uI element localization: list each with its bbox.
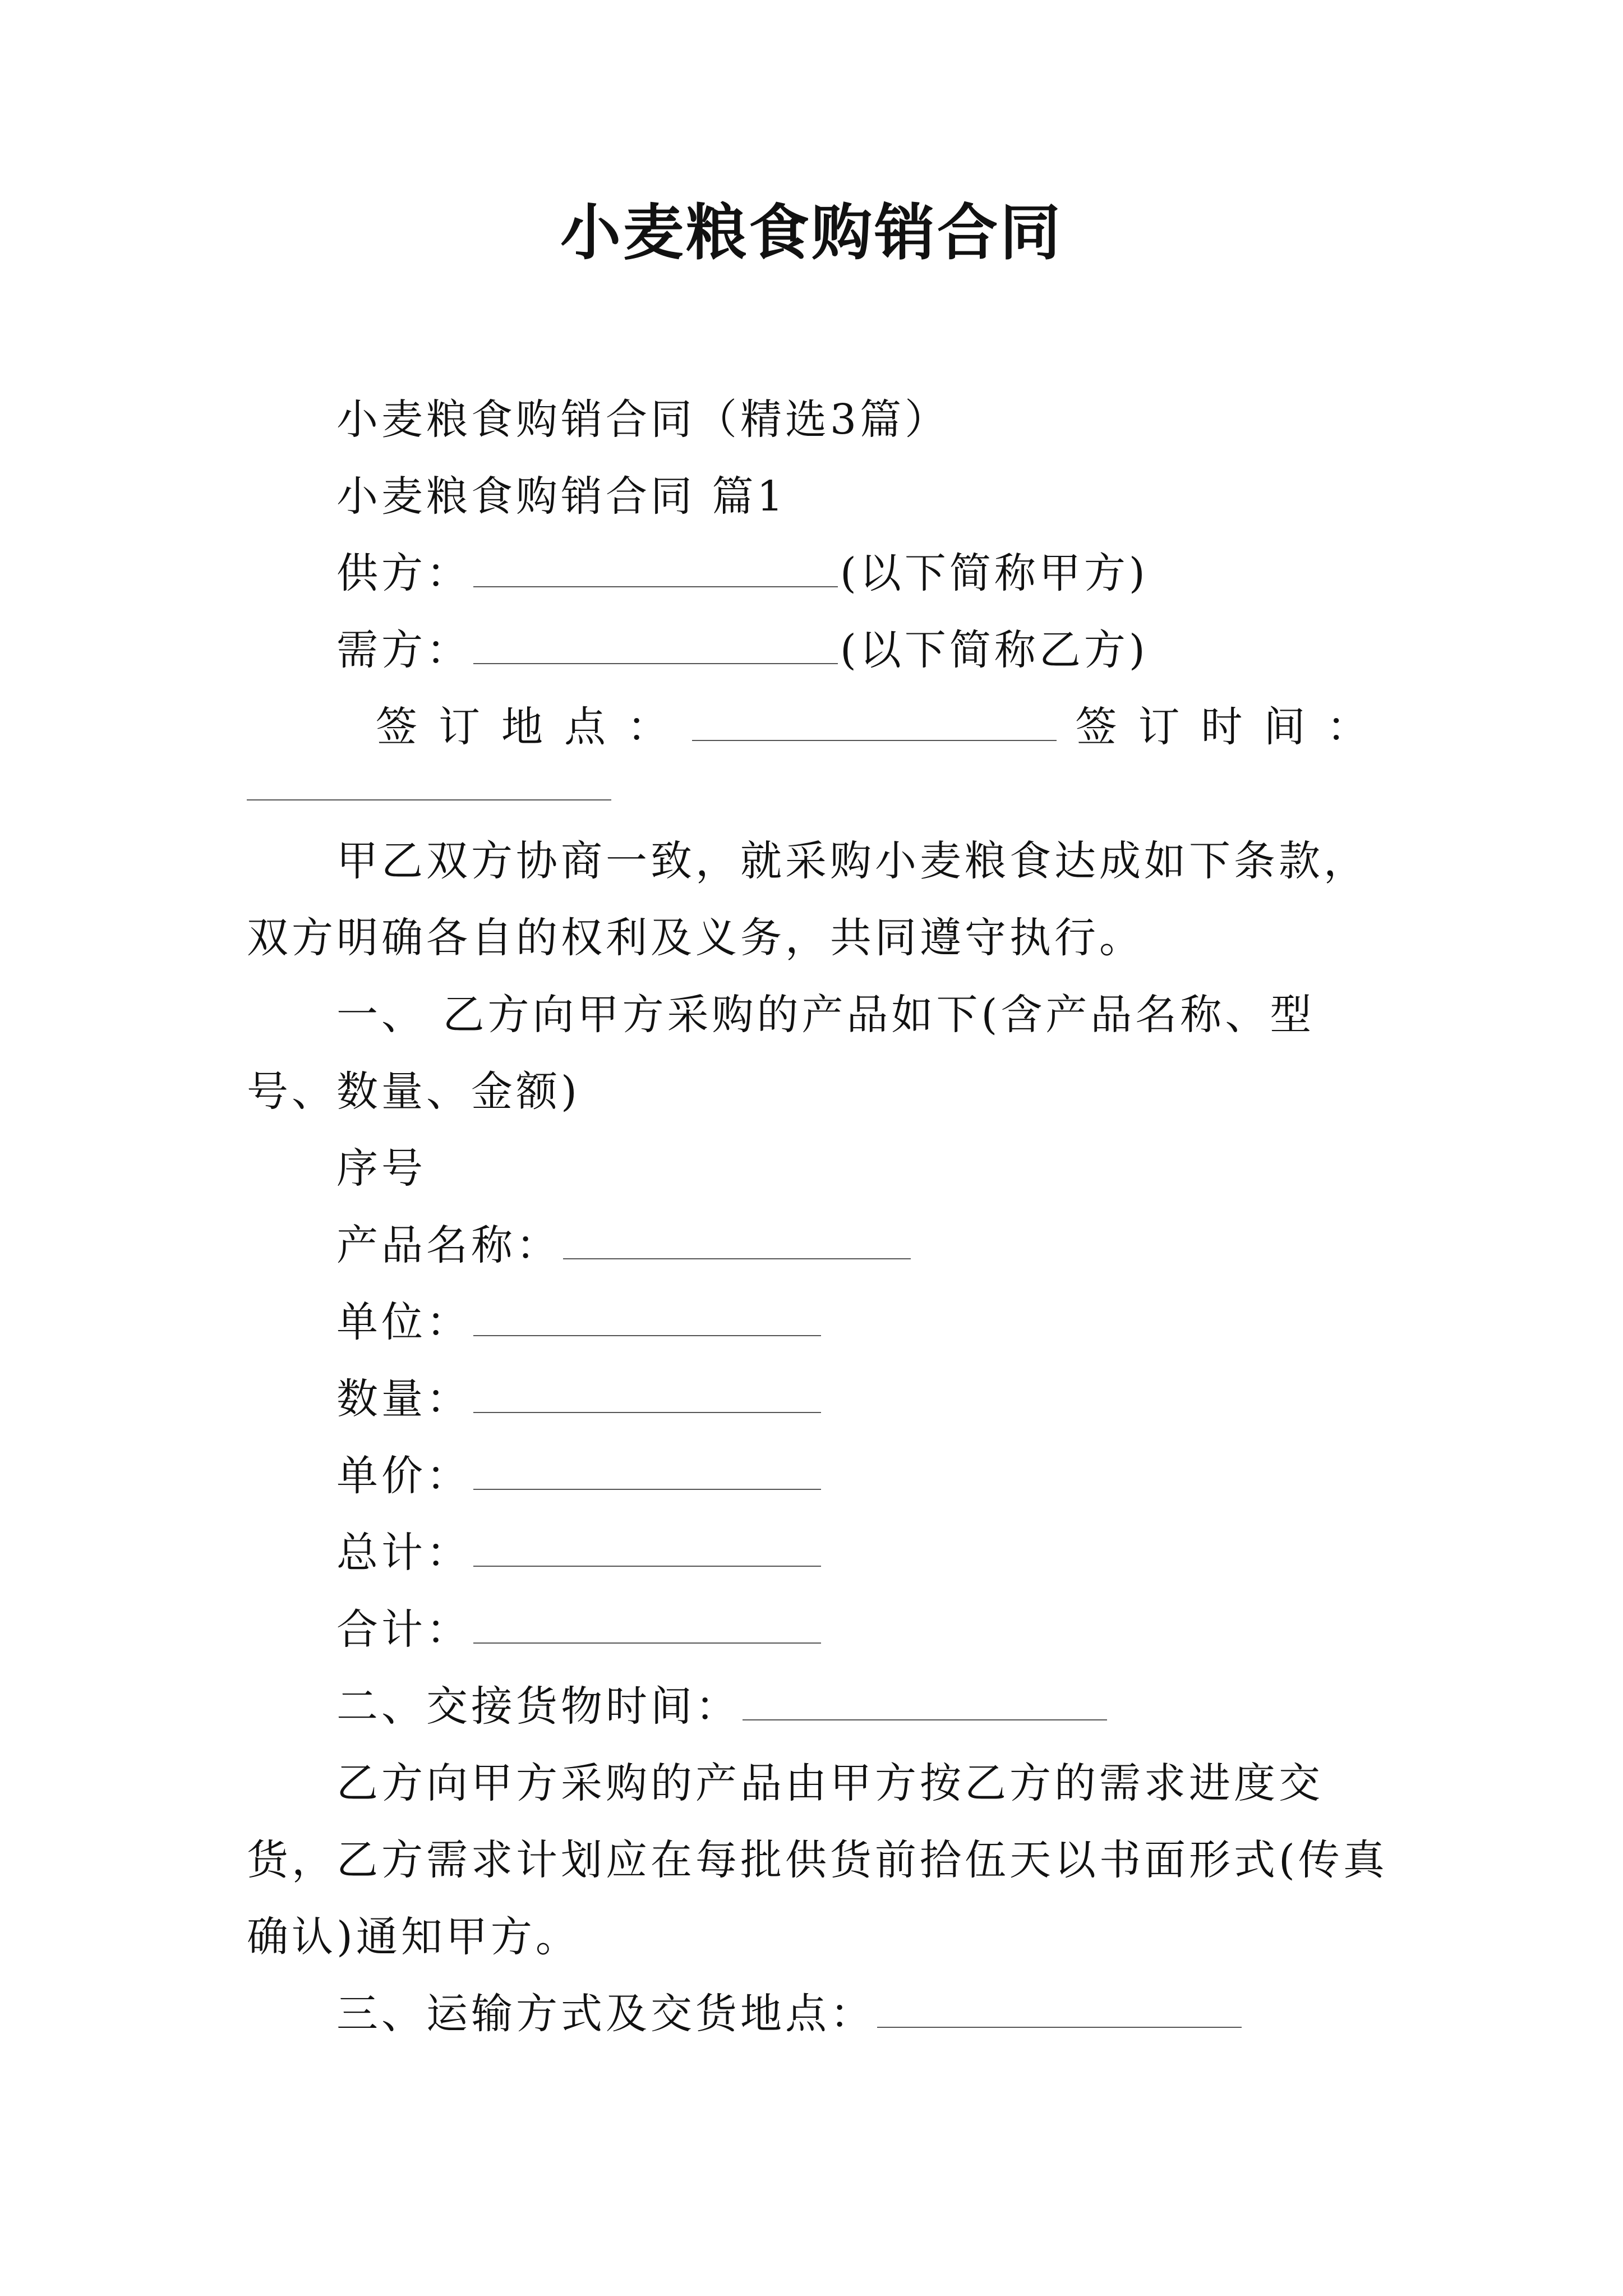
sign-place-label: 签订地点： (376, 703, 690, 751)
total-label: 合计： (336, 1605, 471, 1654)
clause-three-label: 三、运输方式及交货地点： (336, 1990, 875, 2038)
serial-label: 序号 (336, 1144, 426, 1193)
subtitle: 小麦粮食购销合同（精选3篇） (336, 395, 950, 444)
product-name-blank[interactable] (563, 1226, 911, 1259)
clause-two-label: 二、交接货物时间： (336, 1682, 740, 1731)
product-name-line (336, 1207, 1391, 1284)
supplier-line (336, 535, 1391, 612)
price-label: 单价： (336, 1452, 471, 1500)
sign-line (376, 689, 1391, 766)
unit-blank[interactable] (473, 1303, 821, 1336)
document-title: 小麦粮食购销合同 (560, 197, 1063, 268)
product-name-label: 产品名称： (336, 1221, 561, 1269)
document-body (247, 381, 1391, 2053)
buyer-suffix: (以下简称乙方) (840, 626, 1149, 674)
subtotal-label: 总计： (336, 1529, 471, 1577)
subtotal-line (336, 1515, 1391, 1591)
price-line (336, 1438, 1391, 1515)
section-title: 小麦粮食购销合同 篇1 (336, 472, 787, 521)
subtotal-blank[interactable] (473, 1533, 821, 1567)
clause-two-body: 乙方向甲方采购的产品由甲方按乙方的需求进度交货，乙方需求计划应在每批供货前拾伍天以书面形式(传真确认)通知甲方。 (247, 1759, 1388, 1961)
sign-time-label: 签订时间： (1075, 703, 1390, 751)
intro-paragraph: 甲乙双方协商一致，就采购小麦粮食达成如下条款，双方明确各自的权利及义务，共同遵守执行。 (247, 837, 1368, 962)
unit-label: 单位： (336, 1298, 471, 1346)
clause-two-line (336, 1668, 1391, 1745)
unit-line (336, 1284, 1391, 1361)
buyer-line (336, 612, 1391, 689)
price-blank[interactable] (473, 1456, 821, 1490)
sign-place-blank[interactable] (692, 707, 1057, 741)
quantity-line (336, 1361, 1391, 1438)
supplier-blank[interactable] (473, 554, 838, 587)
delivery-time-blank[interactable] (743, 1687, 1107, 1720)
clause-one: 一、 乙方向甲方采购的产品如下(含产品名称、型号、数量、金额) (247, 991, 1315, 1116)
total-line (336, 1591, 1391, 1668)
delivery-place-blank[interactable] (877, 1994, 1242, 2028)
supplier-suffix: (以下简称甲方) (840, 549, 1149, 597)
quantity-label: 数量： (336, 1375, 471, 1423)
supplier-label: 供方： (336, 549, 471, 597)
buyer-label: 需方： (336, 626, 471, 674)
clause-three-line (336, 1976, 1391, 2053)
total-blank[interactable] (473, 1610, 821, 1644)
buyer-blank[interactable] (473, 631, 838, 664)
sign-time-blank[interactable] (247, 766, 611, 800)
quantity-blank[interactable] (473, 1379, 821, 1413)
